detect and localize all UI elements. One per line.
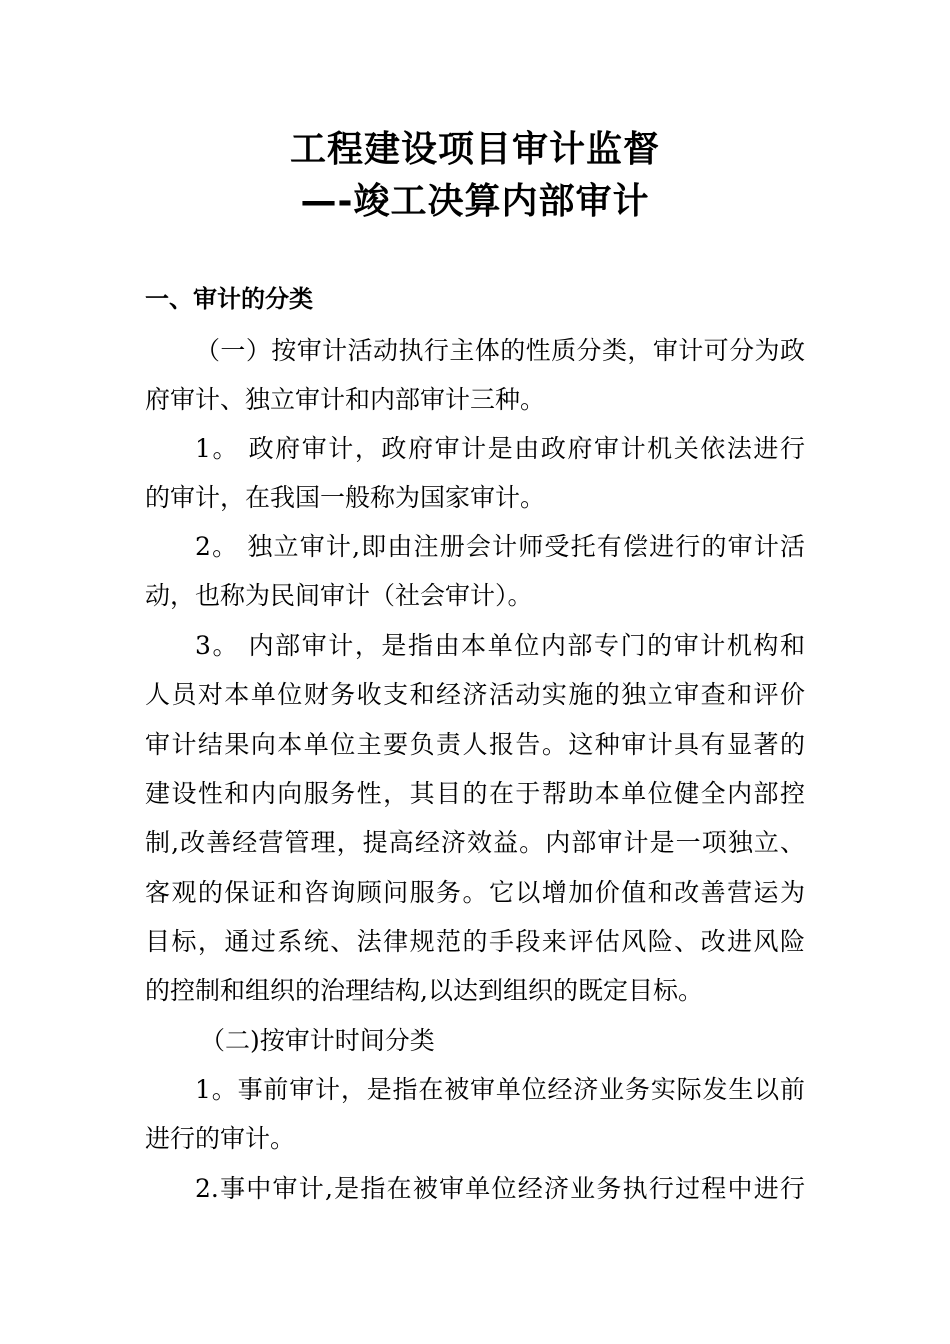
subsection-heading: （二)按审计时间分类 [200, 1026, 435, 1055]
paragraph-line: 制,改善经营管理，提高经济效益。内部审计是一项独立、 [145, 828, 805, 857]
paragraph-line: 动，也称为民间审计（社会审计）。 [145, 581, 533, 610]
paragraph-line: 目标，通过系统、法律规范的手段来评估风险、改进风险 [145, 927, 805, 956]
paragraph-line: 审计结果向本单位主要负责人报告。这种审计具有显著的 [145, 730, 805, 759]
paragraph-line: 人员对本单位财务收支和经济活动实施的独立审查和评价 [145, 680, 805, 709]
paragraph-line: 建设性和内向服务性，其目的在于帮助本单位健全内部控 [145, 779, 805, 808]
paragraph-line: 客观的保证和咨询顾问服务。它以增加价值和改善营运为 [145, 878, 805, 907]
paragraph-line: 的控制和组织的治理结构,以达到组织的既定目标。 [145, 976, 703, 1005]
paragraph-line: 2。 独立审计,即由注册会计师受托有偿进行的审计活 [195, 532, 805, 561]
paragraph-line: 3。 内部审计，是指由本单位内部专门的审计机构和 [195, 631, 805, 660]
paragraph-line: 进行的审计。 [145, 1124, 296, 1153]
paragraph-line: 2.事中审计,是指在被审单位经济业务执行过程中进行 [195, 1174, 805, 1203]
paragraph-line: 府审计、独立审计和内部审计三种。 [145, 385, 546, 414]
paragraph-line: 1。事前审计，是指在被审单位经济业务实际发生以前 [195, 1075, 805, 1104]
paragraph-line: 1。 政府审计，政府审计是由政府审计机关依法进行 [195, 434, 805, 463]
section-heading: 一、审计的分类 [145, 285, 313, 313]
document-subtitle: —-竣工决算内部审计 [300, 181, 650, 222]
paragraph-line: 的审计，在我国一般称为国家审计。 [145, 483, 546, 512]
document-title: 工程建设项目审计监督 [289, 129, 660, 170]
paragraph-line: （一）按审计活动执行主体的性质分类，审计可分为政 [195, 336, 805, 365]
